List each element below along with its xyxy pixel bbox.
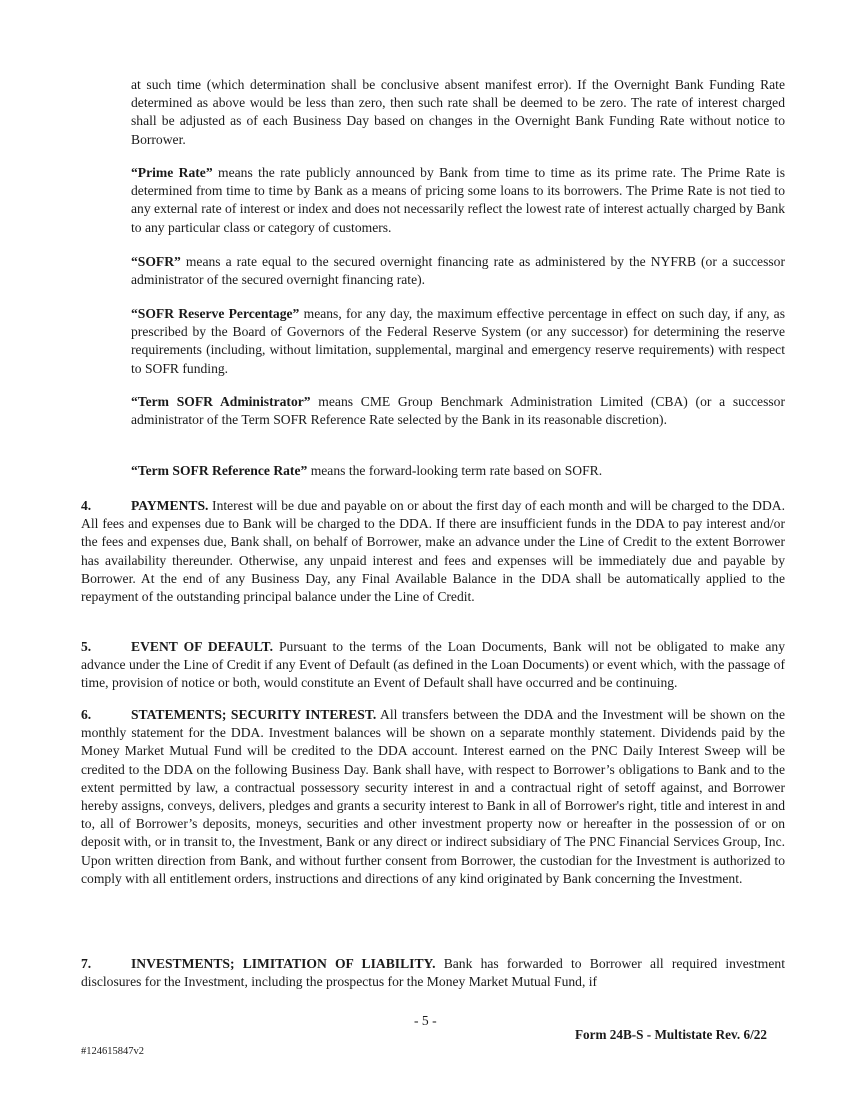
defined-term: “Term SOFR Reference Rate”	[131, 463, 308, 478]
section-heading: PAYMENTS.	[131, 498, 209, 513]
section-number: 4.	[81, 498, 92, 513]
definition-text: means CME Group Benchmark Administration Limited (CBA) (or a successor administrator of the Term SOFR Reference Rate selected by the Bank in its reasonable discretion).	[131, 394, 785, 428]
definition-text: means a rate equal to the secured overnight financing rate as administered by the NYFRB (or a successor administrator of the secured overnight financing rate).	[131, 254, 785, 288]
overnight-rate-continuation: at such time (which determination shall be conclusive absent manifest error). If the Overnight Bank Funding Rate determined as above would be less than zero, then such rate shall be deemed to be zero. The rate of interest charged shall be adjusted as of each Business Day based on changes in the Overnight Bank Funding Rate without notice to Borrower.	[131, 77, 785, 147]
document-id: #124615847v2	[81, 1046, 144, 1057]
defined-term: “SOFR”	[131, 254, 181, 269]
section-number: 6.	[81, 707, 92, 722]
section-heading: EVENT OF DEFAULT.	[131, 639, 273, 654]
definition-prime-rate	[131, 164, 785, 237]
section-7-investments-limitation	[81, 955, 785, 991]
defined-term: “SOFR Reserve Percentage”	[131, 306, 300, 321]
section-4-payments	[81, 497, 785, 606]
page-number: - 5 -	[414, 1013, 437, 1028]
section-heading: INVESTMENTS; LIMITATION OF LIABILITY.	[131, 956, 436, 971]
definition-text: means, for any day, the maximum effective percentage in effect on such day, if any, as prescribed by the Board of Governors of the Federal Reserve System (or any successor) for determining the reserve requirements (including, without limitation, supplemental, marginal and emergency reserve requirements) with respect to SOFR funding.	[131, 306, 785, 376]
section-text: All transfers between the DDA and the Investment will be shown on the monthly statement for the DDA. Investment balances will be shown on a separate monthly statement. Dividends paid by the Money Market Mutual Fund will be credited to the DDA account. Interest earned on the PNC Daily Interest Sweep will be credited to the DDA on the following Business Day. Bank shall have, with respect to Borrower’s obligations to Bank and to the extent permitted by law, a contractual possessory security interest in and a contractual right of setoff against, and Borrower hereby assigns, conveys, delivers, pledges and grants a security interest to Bank in all of Borrower's right, title and interest in and to, all of Borrower’s deposits, moneys, securities and other investment property now or hereafter in the possession of or on deposit with, or in transit to, the Investment, Bank or any direct or indirect subsidiary of The PNC Financial Services Group, Inc. Upon written direction from Bank, and without further consent from Borrower, the custodian for the Investment is authorized to comply with all entitlement orders, instructions and directions of any kind originated by Bank concerning the Investment.	[81, 707, 785, 886]
defined-term: “Term SOFR Administrator”	[131, 394, 311, 409]
section-number: 7.	[81, 956, 92, 971]
defined-term: “Prime Rate”	[131, 165, 213, 180]
section-6-statements-security-interest	[81, 706, 785, 888]
section-number: 5.	[81, 639, 92, 654]
form-identifier: Form 24B-S - Multistate Rev. 6/22	[575, 1027, 767, 1042]
definition-sofr-reserve-percentage	[131, 305, 785, 378]
definition-text: means the rate publicly announced by Bank from time to time as its prime rate. The Prime Rate is determined from time to time by Bank as a means of pricing some loans to its borrowers. The Prime Rate is not tied to any external rate of interest or index and does not necessarily reflect the lowest rate of interest actually charged by Bank to any particular class or category of customers.	[131, 165, 785, 235]
definition-term-sofr-administrator	[131, 393, 785, 429]
section-5-event-of-default	[81, 638, 785, 693]
definition-term-sofr-reference-rate	[131, 462, 785, 480]
section-text: Pursuant to the terms of the Loan Documents, Bank will not be obligated to make any advance under the Line of Credit if any Event of Default (as defined in the Loan Documents) or event which, with the passage of time, provision of notice or both, would constitute an Event of Default shall have occurred and be continuing.	[81, 639, 785, 691]
section-text: Bank has forwarded to Borrower all required investment disclosures for the Investment, including the prospectus for the Money Market Mutual Fund, if	[81, 956, 785, 990]
definition-sofr	[131, 253, 785, 289]
section-heading: STATEMENTS; SECURITY INTEREST.	[131, 707, 377, 722]
definition-text: means the forward-looking term rate based on SOFR.	[307, 463, 603, 478]
section-text: Interest will be due and payable on or about the first day of each month and will be charged to the DDA. All fees and expenses due to Bank will be charged to the DDA. If there are insufficient funds in the DDA to pay interest and/or the fees and expenses due, Bank shall, on behalf of Borrower, make an advance under the Line of Credit to the extent Borrower has availability thereunder. Otherwise, any unpaid interest and fees and expenses will be immediately due and payable by Borrower. At the end of any Business Day, any Final Available Balance in the DDA shall be automatically applied to the repayment of the outstanding principal balance under the Line of Credit.	[81, 498, 785, 605]
